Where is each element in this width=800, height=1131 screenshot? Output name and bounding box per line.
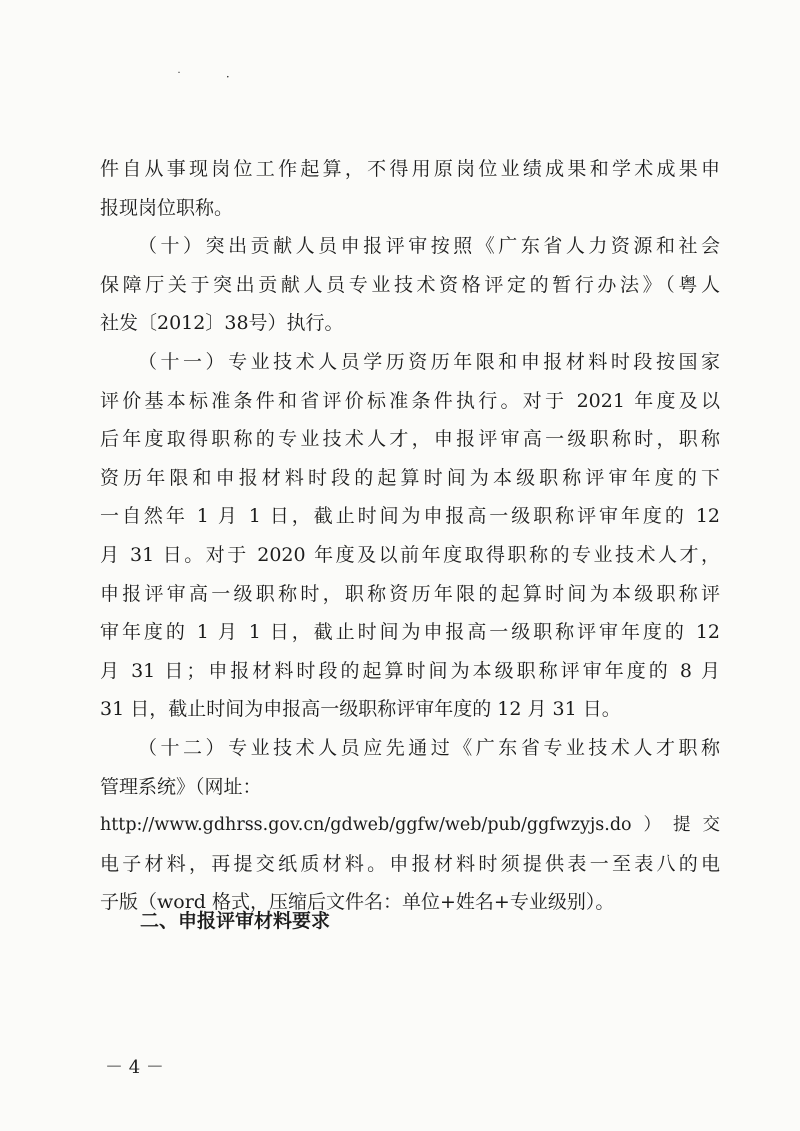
paragraph-first-line: （十一）专业技术人员学历资历年限和申报材料时段按国家 xyxy=(138,350,720,373)
text-line: 件自从事现岗位工作起算，不得用原岗位业绩成果和学术成果申 xyxy=(100,158,720,180)
page-number: － 4 － xyxy=(105,1057,164,1078)
text-line: 评价基本标准条件和省评价标准条件执行。对于 2021 年度及以 xyxy=(100,389,720,412)
text-line: 子版（word 格式，压缩后文件名：单位+姓名+专业级别）。 xyxy=(100,891,615,914)
text-line: 电子材料，再提交纸质材料。申报材料时须提供表一至表八的电 xyxy=(100,852,720,875)
section-heading: 二、申报评审材料要求 xyxy=(140,910,331,932)
url-line: http://www.gdhrss.gov.cn/gdweb/ggfw/web/pub/ggfwzyjs.do）提交 xyxy=(100,815,720,836)
body-text xyxy=(100,150,720,922)
text-line: 申报评审高一级职称时，职称资历年限的起算时间为本级职称评 xyxy=(100,582,720,605)
text-line: 资历年限和申报材料时段的起算时间为本级职称评审年度的下 xyxy=(100,466,720,489)
text-line: 管理系统》（网址： xyxy=(100,775,262,798)
text-line: 报现岗位职称。 xyxy=(100,196,234,219)
text-line: 31 日，截止时间为申报高一级职称评审年度的 12 月 31 日。 xyxy=(100,698,621,721)
text-line: 社发〔2012〕38号）执行。 xyxy=(100,312,344,335)
paragraph-first-line: （十二）专业技术人员应先通过《广东省专业技术人才职称 xyxy=(138,736,720,759)
paragraph-first-line: （十）突出贡献人员申报评审按照《广东省人力资源和社会 xyxy=(138,235,720,258)
text-line: 保障厅关于突出贡献人员专业技术资格评定的暂行办法》（粤人 xyxy=(100,273,720,296)
text-line: 一自然年 1 月 1 日，截止时间为申报高一级职称评审年度的 12 xyxy=(100,505,720,528)
text-line: 月 31 日。对于 2020 年度及以前年度取得职称的专业技术人才， xyxy=(100,543,720,566)
scan-specks: ˙ · xyxy=(176,70,250,84)
text-line: 后年度取得职称的专业技术人才，申报评审高一级职称时，职称 xyxy=(100,428,720,451)
text-line: 月 31 日；申报材料时段的起算时间为本级职称评审年度的 8 月 xyxy=(100,659,720,682)
text-line: 审年度的 1 月 1 日，截止时间为申报高一级职称评审年度的 12 xyxy=(100,621,720,644)
